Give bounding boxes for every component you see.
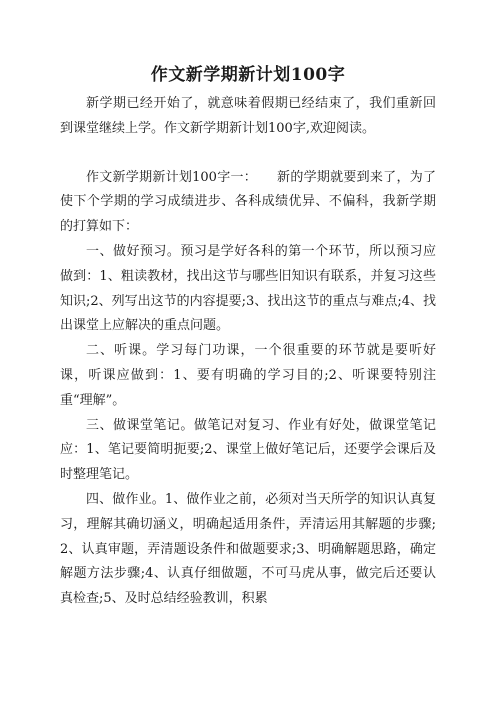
body-paragraph-preview: 一、做好预习。预习是学好各科的第一个环节，所以预习应做到：1、粗读教材，找出这节与哪些旧知识有联系，并复习这些知识;2、列写出这节的内容提要;3、找出这节的重点与难点;4、找出课堂上应解决的重点问题。 bbox=[60, 243, 436, 334]
body-paragraph-listening: 二、听课。学习每门功课，一个很重要的环节就是要听好课，听课应做到：1、要有明确的学习目的;2、听课要特别注重“理解”。 bbox=[60, 343, 436, 408]
body-paragraph-homework: 四、做作业。1、做作业之前，必须对当天所学的知识认真复习，理解其确切涵义，明确起适用条件，弄清运用其解题的步骤;2、认真审题，弄清题设条件和做题要求;3、明确解题思路，确定解题方法步骤;4、认真仔细做题，不可马虎从事，做完后还要认真检查;5、及时总结经验教训，积累 bbox=[60, 491, 436, 607]
document-title: 作文新学期新计划100字 bbox=[150, 65, 346, 85]
intro-paragraph: 新学期已经开始了，就意味着假期已经结束了，我们重新回到课堂继续上学。作文新学期新计划100字,欢迎阅读。 bbox=[60, 96, 436, 136]
paragraph-gap bbox=[60, 142, 436, 166]
section-heading-paragraph: 作文新学期新计划100字一： 新的学期就要到来了，为了使下个学期的学习成绩进步、各科成绩优异、不偏科，我新学期的打算如下： bbox=[60, 169, 436, 235]
body-paragraph-notes: 三、做课堂笔记。做笔记对复习、作业有好处，做课堂笔记应：1、笔记要简明扼要;2、课堂上做好笔记后，还要学会课后及时整理笔记。 bbox=[60, 417, 436, 483]
